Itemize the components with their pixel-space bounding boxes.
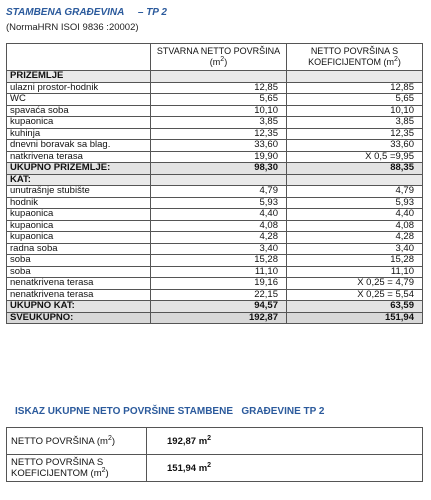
row-coef-area: X 0,25 = 4,79	[287, 278, 423, 290]
summary-coef-area-label-line2: KOEFICIJENTOM (m	[11, 468, 102, 479]
row-label: natkrivena terasa	[7, 151, 151, 163]
header-coef-sup: 2	[393, 56, 398, 63]
row-actual-area: 22,15	[151, 289, 287, 301]
row-coef-area: 5,93	[287, 197, 423, 209]
row-label: ulazni prostor-hodnik	[7, 82, 151, 94]
row-actual-area: 3,40	[151, 243, 287, 255]
table-row	[7, 197, 423, 209]
summary-net-area-value-sup: 2	[207, 434, 212, 442]
row-label: UKUPNO PRIZEMLJE:	[7, 163, 151, 175]
row-coef-area: 11,10	[287, 266, 423, 278]
table-row	[7, 94, 423, 106]
row-actual-area	[151, 174, 287, 186]
row-coef-area: 63,59	[287, 301, 423, 313]
row-coef-area: 4,08	[287, 220, 423, 232]
row-label: hodnik	[7, 197, 151, 209]
table-header-row	[7, 44, 423, 71]
section-row	[7, 174, 423, 186]
row-coef-area: 12,35	[287, 128, 423, 140]
subtotal-row	[7, 163, 423, 175]
table-row	[7, 243, 423, 255]
row-label: kupaonica	[7, 220, 151, 232]
row-label: nenatkrivena terasa	[7, 289, 151, 301]
header-coef-line1: NETTO POVRŠINA S	[310, 46, 399, 56]
row-actual-area: 192,87	[151, 312, 287, 324]
row-label: WC	[7, 94, 151, 106]
summary-net-area-label-text: NETTO POVRŠINA (m	[11, 435, 108, 447]
row-coef-area: 4,40	[287, 209, 423, 221]
row-label: KAT:	[7, 174, 151, 186]
row-coef-area: 33,60	[287, 140, 423, 152]
row-label: kupaonica	[7, 209, 151, 221]
summary-table	[6, 427, 423, 482]
table-row	[7, 289, 423, 301]
summary-title: ISKAZ UKUPNE NETO POVRŠINE STAMBENE GRAĐEVINE TP 2	[15, 406, 325, 417]
header-actual-area	[151, 44, 287, 71]
header-actual-close: )	[224, 57, 228, 67]
row-coef-area: 15,28	[287, 255, 423, 267]
summary-net-area-label-close: )	[111, 435, 116, 447]
row-label: soba	[7, 266, 151, 278]
row-actual-area: 19,16	[151, 278, 287, 290]
row-label: dnevni boravak sa blag.	[7, 140, 151, 152]
row-actual-area: 4,28	[151, 232, 287, 244]
row-label: unutrašnje stubište	[7, 186, 151, 198]
row-label: kuhinja	[7, 128, 151, 140]
summary-coef-area-value-text: 151,94 m	[167, 462, 208, 474]
row-label: kupaonica	[7, 232, 151, 244]
header-actual-line2: (m	[209, 57, 221, 67]
row-actual-area: 12,85	[151, 82, 287, 94]
row-label: spavaća soba	[7, 105, 151, 117]
table-row	[7, 232, 423, 244]
summary-net-area-label-sup: 2	[107, 434, 112, 442]
row-coef-area	[287, 174, 423, 186]
row-coef-area: 12,85	[287, 82, 423, 94]
row-label: nenatkrivena terasa	[7, 278, 151, 290]
area-table	[6, 43, 423, 324]
row-actual-area: 5,93	[151, 197, 287, 209]
row-actual-area: 33,60	[151, 140, 287, 152]
summary-coef-area-value	[147, 455, 423, 482]
row-actual-area: 19,90	[151, 151, 287, 163]
summary-coef-area-label-close: )	[105, 468, 109, 479]
row-coef-area: 10,10	[287, 105, 423, 117]
header-actual-line1: STVARNA NETTO POVRŠINA	[156, 46, 281, 56]
grand-total-row	[7, 312, 423, 324]
header-coef-area	[287, 44, 423, 71]
row-coef-area: 3,40	[287, 243, 423, 255]
row-actual-area: 4,08	[151, 220, 287, 232]
row-actual-area: 15,28	[151, 255, 287, 267]
table-row	[7, 186, 423, 198]
summary-row-net-area	[7, 428, 423, 455]
row-actual-area: 5,65	[151, 94, 287, 106]
row-coef-area: 4,28	[287, 232, 423, 244]
row-coef-area	[287, 71, 423, 83]
subtotal-row	[7, 301, 423, 313]
table-row	[7, 82, 423, 94]
table-row	[7, 209, 423, 221]
header-label-cell	[7, 44, 151, 71]
row-label: UKUPNO KAT:	[7, 301, 151, 313]
row-coef-area: 3,85	[287, 117, 423, 129]
document-subtitle: (NormaHRN ISOI 9836 :20002)	[6, 22, 139, 33]
summary-net-area-label	[7, 428, 147, 455]
row-coef-area: 88,35	[287, 163, 423, 175]
row-actual-area: 4,40	[151, 209, 287, 221]
section-row	[7, 71, 423, 83]
row-label: kupaonica	[7, 117, 151, 129]
row-actual-area: 94,57	[151, 301, 287, 313]
row-coef-area: X 0,5 =9,95	[287, 151, 423, 163]
summary-row-coef-area	[7, 455, 423, 482]
table-row	[7, 255, 423, 267]
row-actual-area: 12,35	[151, 128, 287, 140]
summary-coef-area-value-sup: 2	[207, 461, 212, 469]
document-title: STAMBENA GRAĐEVINA – TP 2	[6, 7, 167, 18]
row-coef-area: 151,94	[287, 312, 423, 324]
table-row	[7, 278, 423, 290]
summary-coef-area-label-line1: NETTO POVRŠINA S	[11, 457, 104, 468]
header-coef-line2: KOEFICIJENTOM (m	[308, 57, 394, 67]
row-coef-area: X 0,25 = 5,54	[287, 289, 423, 301]
row-label: radna soba	[7, 243, 151, 255]
summary-net-area-value-text: 192,87 m	[167, 435, 208, 447]
table-row	[7, 117, 423, 129]
table-row	[7, 128, 423, 140]
table-row	[7, 151, 423, 163]
summary-net-area-value	[147, 428, 423, 455]
table-row	[7, 140, 423, 152]
row-actual-area	[151, 71, 287, 83]
row-label: PRIZEMLJE	[7, 71, 151, 83]
row-coef-area: 5,65	[287, 94, 423, 106]
table-row	[7, 105, 423, 117]
row-label: soba	[7, 255, 151, 267]
summary-coef-area-label	[7, 455, 147, 482]
row-actual-area: 10,10	[151, 105, 287, 117]
row-actual-area: 11,10	[151, 266, 287, 278]
row-actual-area: 3,85	[151, 117, 287, 129]
row-label: SVEUKUPNO:	[7, 312, 151, 324]
header-coef-close: )	[397, 57, 401, 67]
row-coef-area: 4,79	[287, 186, 423, 198]
table-row	[7, 266, 423, 278]
header-actual-sup: 2	[220, 56, 225, 63]
row-actual-area: 98,30	[151, 163, 287, 175]
summary-coef-area-label-sup: 2	[101, 466, 106, 474]
row-actual-area: 4,79	[151, 186, 287, 198]
table-row	[7, 220, 423, 232]
